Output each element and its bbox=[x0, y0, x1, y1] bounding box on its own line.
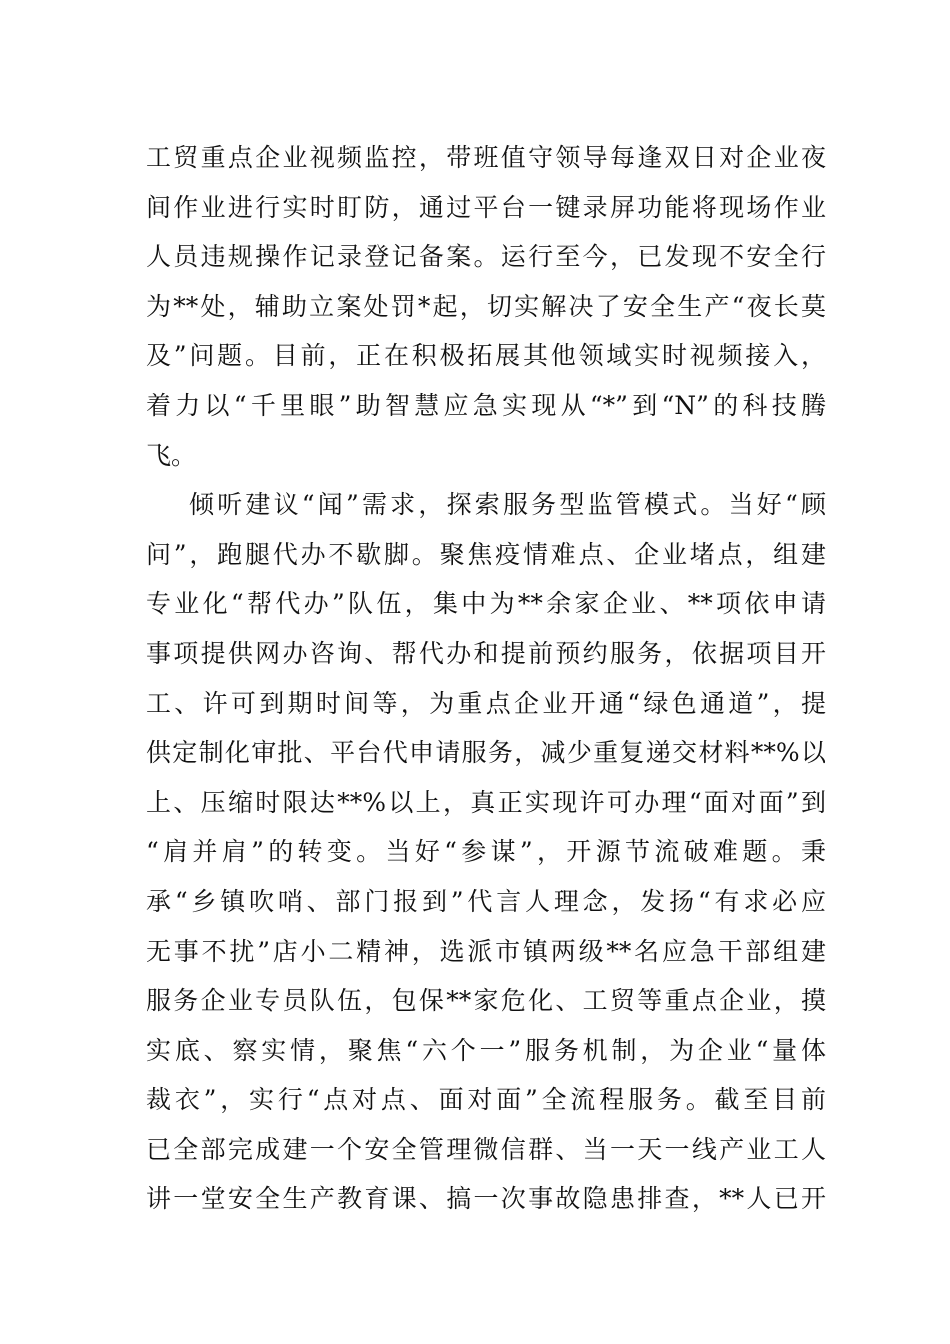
text-line: 飞。 bbox=[146, 440, 197, 470]
paragraph-first-line: 倾听建议“闻”需求，探索服务型监管模式。当好“顾 bbox=[189, 490, 826, 520]
text-line: 工、许可到期时间等，为重点企业开通“绿色通道”，提 bbox=[146, 688, 826, 718]
text-line: 无事不扰”店小二精神，选派市镇两级**名应急干部组建 bbox=[146, 936, 826, 966]
text-line: 间作业进行实时盯防，通过平台一键录屏功能将现场作业 bbox=[146, 192, 826, 222]
text-line: 专业化“帮代办”队伍，集中为**余家企业、**项依申请 bbox=[146, 589, 826, 619]
text-line: 事项提供网办咨询、帮代办和提前预约服务，依据项目开 bbox=[146, 638, 826, 668]
text-line: 供定制化审批、平台代申请服务，减少重复递交材料**%以 bbox=[146, 738, 826, 768]
text-line: 及”问题。目前，正在积极拓展其他领域实时视频接入， bbox=[146, 341, 826, 371]
text-line: 工贸重点企业视频监控，带班值守领导每逢双日对企业夜 bbox=[146, 143, 826, 172]
text-line: 着力以“千里眼”助智慧应急实现从“*”到“N”的科技腾 bbox=[146, 390, 826, 420]
body-text bbox=[146, 133, 826, 1224]
text-line: 裁衣”，实行“点对点、面对面”全流程服务。截至目前 bbox=[146, 1085, 826, 1115]
text-line: 为**处，辅助立案处罚*起，切实解决了安全生产“夜长莫 bbox=[146, 291, 826, 321]
text-line: 承“乡镇吹哨、部门报到”代言人理念，发扬“有求必应 bbox=[146, 886, 826, 916]
text-line: 人员违规操作记录登记备案。运行至今，已发现不安全行 bbox=[146, 242, 826, 272]
text-line: 问”，跑腿代办不歇脚。聚焦疫情难点、企业堵点，组建 bbox=[146, 539, 826, 569]
text-line: 上、压缩时限达**%以上，真正实现许可办理“面对面”到 bbox=[146, 787, 826, 817]
text-line: “肩并肩”的转变。当好“参谋”，开源节流破难题。秉 bbox=[146, 837, 826, 867]
text-line: 已全部完成建一个安全管理微信群、当一天一线产业工人 bbox=[146, 1134, 826, 1164]
text-line: 服务企业专员队伍，包保**家危化、工贸等重点企业，摸 bbox=[146, 986, 826, 1016]
text-line: 讲一堂安全生产教育课、搞一次事故隐患排查，**人已开 bbox=[146, 1184, 826, 1214]
text-line: 实底、察实情，聚焦“六个一”服务机制，为企业“量体 bbox=[146, 1035, 826, 1065]
